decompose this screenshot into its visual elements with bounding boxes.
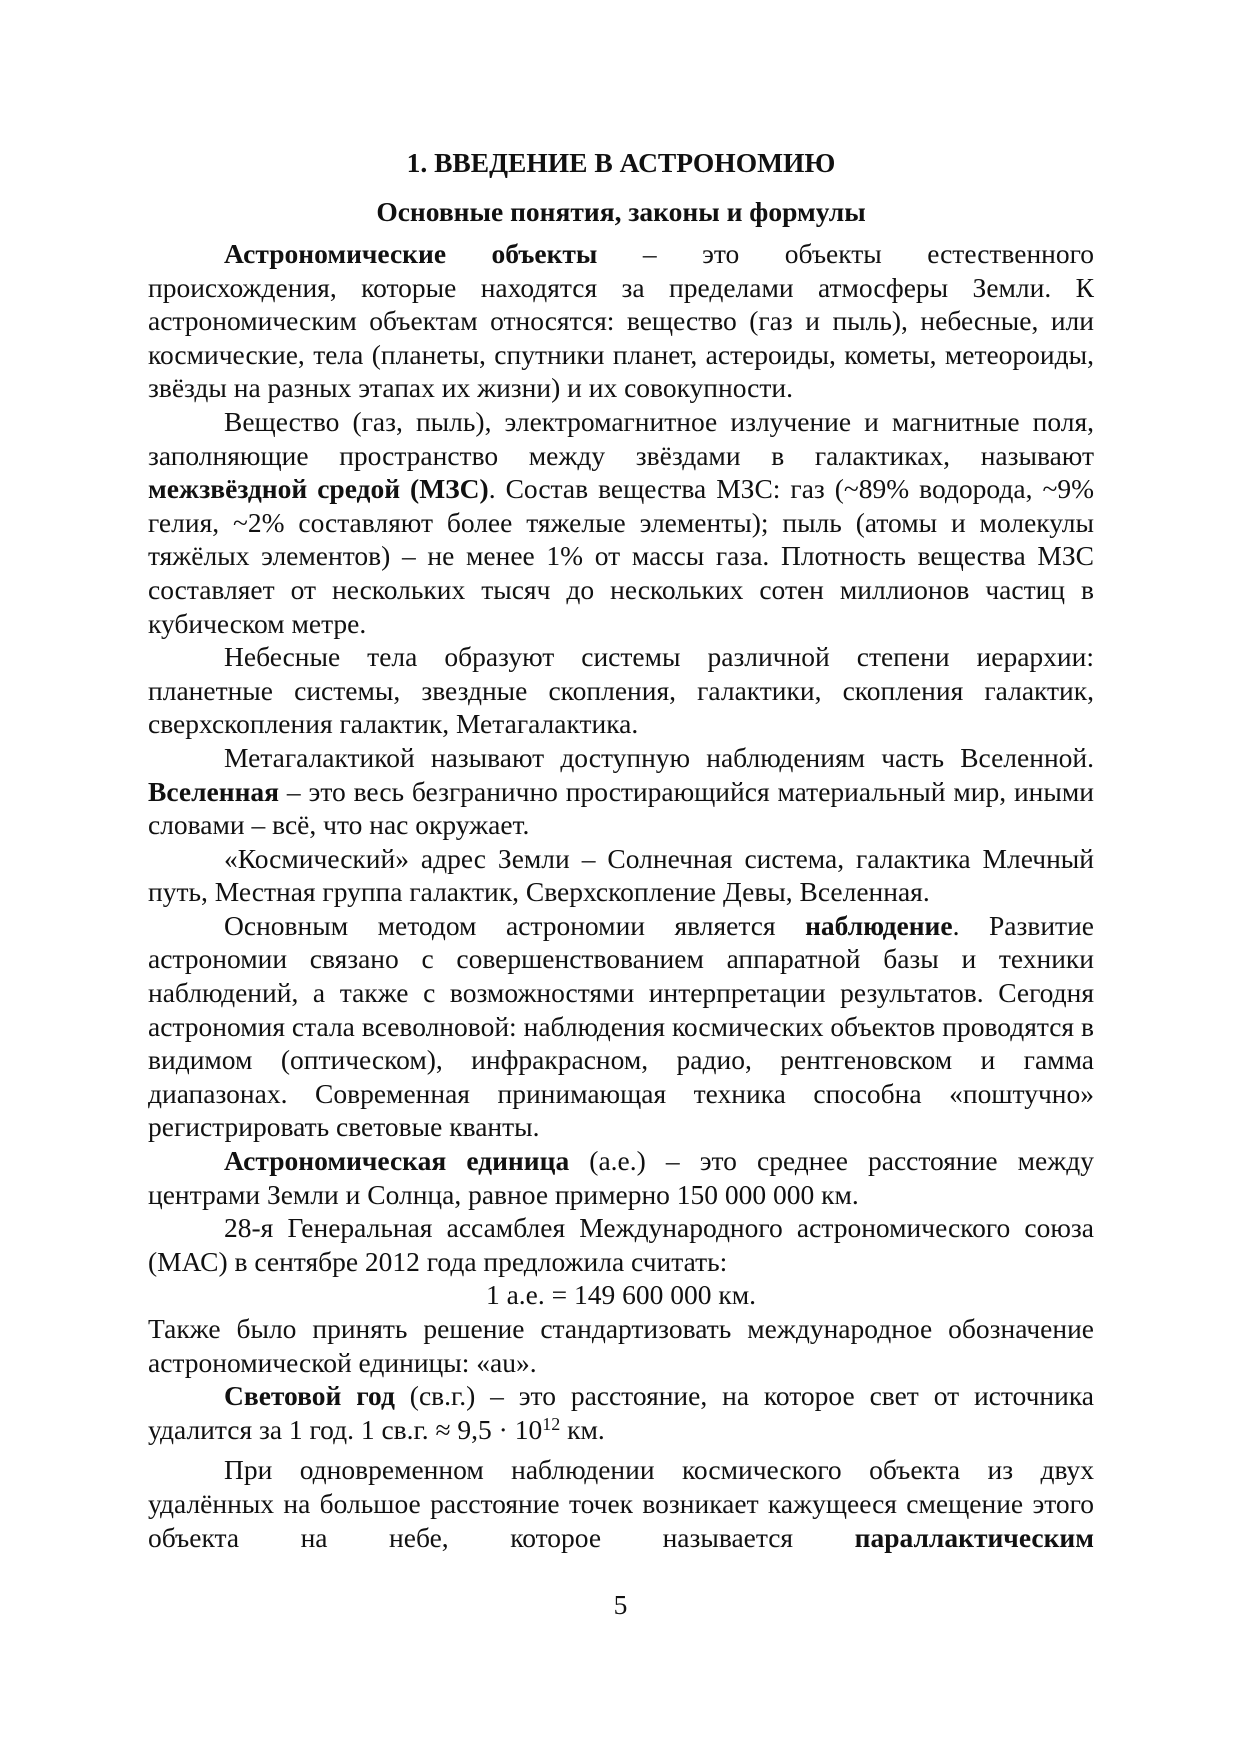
term-observation: наблюдение <box>805 909 953 941</box>
unit-text: км. <box>560 1413 605 1445</box>
paragraph-text: Основным методом астрономии является <box>224 909 806 941</box>
chapter-title: 1. ВВЕДЕНИЕ В АСТРОНОМИЮ <box>406 147 836 178</box>
paragraph-text: При одновременном наблюдении космического объекта из двух удалённых на большое расстояние точек возникает кажущееся смещение этого объекта на небе, которое называется <box>148 1454 1094 1553</box>
term-parallactic: параллактическим <box>854 1521 1094 1553</box>
term-universe: Вселенная <box>148 775 280 807</box>
paragraph-text: . Развитие астрономии связано с совершенствованием аппаратной базы и техники наблюдений, а также с возможностями интерпретации результатов. Сегодня астрономия стала всеволновой: наблюдения космических объектов проводятся в видимом (оптическом), инфракрасном, радио, рентгеновском и гамма диапазонах. Современная принимающая техника способна «поштучно» регистрировать световые кванты. <box>148 909 1094 1143</box>
term-light-year: Световой год <box>224 1380 395 1412</box>
paragraph-text: (св.г.) – это расстояние, на которое свет от источника удалится за 1 год. 1 св.г. ≈ 9,5 · 10 <box>148 1380 1094 1445</box>
term-astronomical-unit: Астрономическая единица <box>224 1145 570 1177</box>
paragraph-text: Также было принять решение стандартизовать международное обозначение астрономической единицы: «au». <box>148 1313 1094 1378</box>
page-content <box>148 146 1094 1554</box>
paragraph-text: «Космический» адрес Земли – Солнечная система, галактика Млечный путь, Местная группа галактик, Сверхскопление Девы, Вселенная. <box>148 842 1094 908</box>
paragraph-universe <box>148 741 1094 842</box>
paragraph-celestial-systems <box>148 640 1094 741</box>
paragraph-astronomical-unit <box>148 1144 1094 1211</box>
paragraph-text: . Состав вещества МЗС: газ (~89% водорода, ~9% гелия, ~2% составляют более тяжелые элементы); пыль (атомы и молекулы тяжёлых элементов) – не менее 1% от массы газа. Плотность вещества МЗС составляет от нескольких тысяч до нескольких сотен миллионов частиц в кубическом метре. <box>148 473 1094 639</box>
paragraph-text: Небесные тела образуют системы различной степени иерархии: планетные системы, звездные скопления, галактики, скопления галактик, сверхскопления галактик, Метагалактика. <box>148 641 1094 740</box>
paragraph-text: Метагалактикой называют доступную наблюдениям часть Вселенной. <box>224 741 1094 773</box>
paragraph-astronomical-objects <box>148 237 1094 405</box>
paragraph-text: Вещество (газ, пыль), электромагнитное излучение и магнитные поля, заполняющие пространство между звёздами в галактиках, называют <box>148 405 1094 471</box>
paragraph-text: 28-я Генеральная ассамблея Международного астрономического союза (МАС) в сентябре 2012 года предложила считать: <box>148 1212 1094 1277</box>
page-number: 5 <box>613 1589 628 1620</box>
paragraph-parallax <box>148 1453 1094 1554</box>
term-interstellar-medium: межзвёздной средой (МЗС) <box>148 473 489 505</box>
paragraph-text: (а.е.) – это среднее расстояние между центрами Земли и Солнца, равное примерно 150 000 000 км. <box>148 1145 1094 1210</box>
section-subtitle: Основные понятия, законы и формулы <box>376 196 866 227</box>
paragraph-au-designation <box>148 1312 1094 1379</box>
paragraph-text: – это объекты естественного происхождения, которые находятся за пределами атмосферы Земли. К астрономическим объектам относятся: вещество (газ и пыль), небесные, или космические, тела (планеты, спутники планет, астероиды, кометы, метеороиды, звёзды на разных этапах их жизни) и их совокупности. <box>148 238 1094 404</box>
term-astronomical-objects: Астрономические объекты <box>224 238 598 269</box>
paragraph-light-year <box>148 1379 1094 1446</box>
paragraph-iau-assembly <box>148 1211 1094 1278</box>
formula-astronomical-unit: 1 а.е. = 149 600 000 км. <box>485 1279 757 1311</box>
paragraph-text: – это весь безгранично простирающийся материальный мир, иными словами – всё, что нас окружает. <box>148 775 1094 841</box>
paragraph-observation <box>148 909 1094 1144</box>
paragraph-interstellar-medium <box>148 405 1094 640</box>
exponent: 12 <box>542 1413 561 1434</box>
paragraph-cosmic-address <box>148 842 1094 909</box>
